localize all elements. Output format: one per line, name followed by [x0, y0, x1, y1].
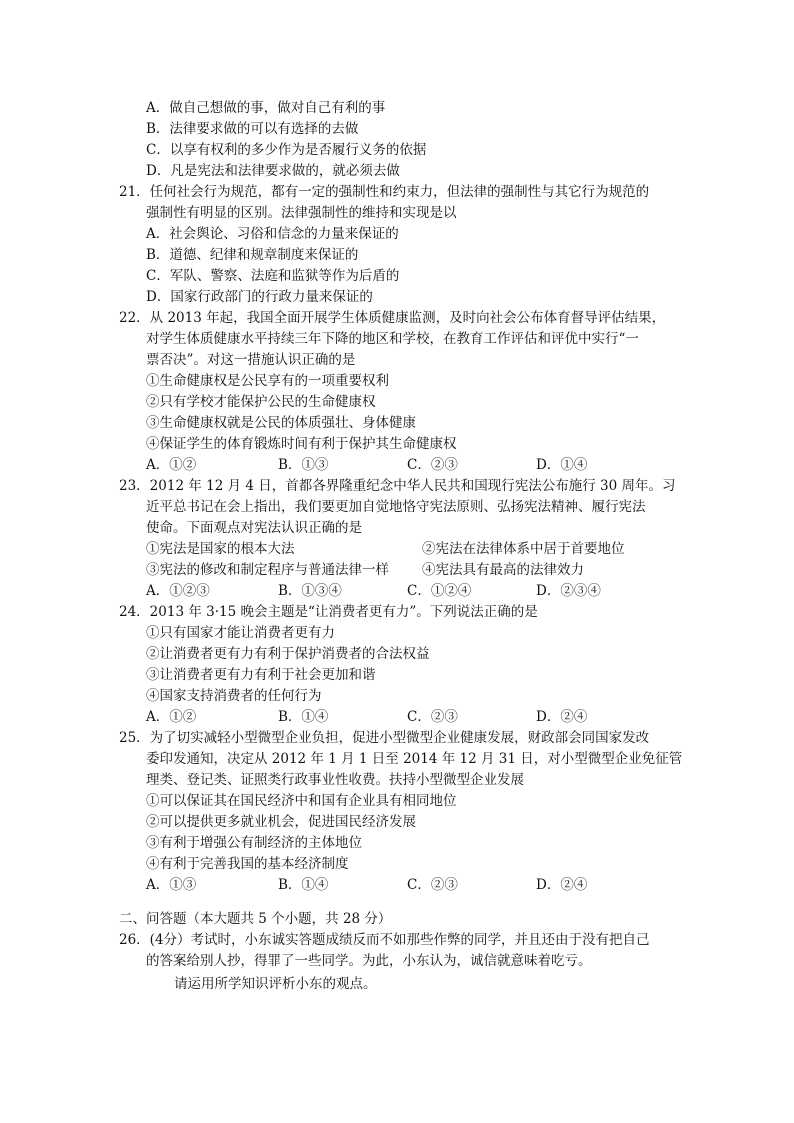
q22-choice-d: D．①④ — [536, 457, 588, 473]
q23-item-1: ①宪法是国家的根本大法 — [146, 541, 295, 557]
q22-item-4: ④保证学生的体育锻炼时间有利于保护其生命健康权 — [146, 436, 457, 452]
q23-item-2: ②宪法在法律体系中居于首要地位 — [422, 541, 625, 557]
q25-item-4: ④有利于完善我国的基本经济制度 — [146, 856, 349, 872]
q22-choice-a: A．①② — [146, 457, 197, 473]
q23-choice-b: B．①③④ — [278, 583, 342, 599]
q23-item-4: ④宪法具有最高的法律效力 — [422, 562, 584, 578]
q23-choice-d: D．②③④ — [536, 583, 601, 599]
q26-prompt: 请运用所学知识评析小东的观点。 — [174, 976, 377, 992]
q25-choice-b: B．①④ — [278, 877, 329, 893]
q22-item-1: ①生命健康权是公民享有的一项重要权利 — [146, 373, 389, 389]
q25-choice-a: A．①③ — [146, 877, 197, 893]
q22-choice-c: C．②③ — [407, 457, 458, 473]
q24-item-4: ④国家支持消费者的任何行为 — [146, 688, 322, 704]
q24-choice-a: A．①② — [146, 709, 197, 725]
q25-item-3: ③有利于增强公有制经济的主体地位 — [146, 835, 362, 851]
q21-stem-line-1: 21．任何社会行为规范，都有一定的强制性和约束力，但法律的强制性与其它行为规范的 — [119, 184, 650, 200]
q20-option-d: D．凡是宪法和法律要求做的，就必须去做 — [146, 163, 400, 179]
q20-option-a: A．做自己想做的事，做对自己有利的事 — [146, 100, 386, 116]
q22-stem-line-3: 票否决”。对这一措施认识正确的是 — [146, 352, 356, 368]
q21-option-b: B．道德、纪律和规章制度来保证的 — [146, 247, 359, 263]
q23-choice-c: C．①②④ — [407, 583, 472, 599]
q22-item-2: ②只有学校才能保护公民的生命健康权 — [146, 394, 376, 410]
q25-stem-line-1: 25．为了切实减轻小型微型企业负担，促进小型微型企业健康发展，财政部会同国家发改 — [119, 730, 650, 746]
q24-item-1: ①只有国家才能让消费者更有力 — [146, 625, 335, 641]
q22-stem-line-2: 对学生体质健康水平持续三年下降的地区和学校，在教育工作评估和评优中实行“一 — [146, 331, 639, 347]
q23-stem-line-2: 近平总书记在会上指出，我们要更加自觉地恪守宪法原则、弘扬宪法精神、履行宪法 — [146, 499, 646, 515]
q23-stem-line-1: 23．2012 年 12 月 4 日，首都各界隆重纪念中华人民共和国现行宪法公布施行 30 周年。习 — [119, 478, 676, 494]
q23-stem-line-3: 使命。下面观点对宪法认识正确的是 — [146, 520, 362, 536]
q25-choice-d: D．②④ — [536, 877, 588, 893]
q21-option-a: A．社会舆论、习俗和信念的力量来保证的 — [146, 226, 399, 242]
q24-choice-d: D．②④ — [536, 709, 588, 725]
q22-stem-line-1: 22．从 2013 年起，我国全面开展学生体质健康监测，及时向社会公布体育督导评估结果， — [119, 310, 666, 326]
q21-option-d: D．国家行政部门的行政力量来保证的 — [146, 289, 373, 305]
q25-stem-line-2: 委印发通知，决定从 2012 年 1 月 1 日至 2014 年 12 月 31 日，对小型微型企业免征管 — [146, 751, 683, 767]
q25-choice-c: C．②③ — [407, 877, 458, 893]
q24-stem-line-1: 24．2013 年 3·15 晚会主题是“让消费者更有力”。下列说法正确的是 — [119, 604, 538, 620]
q26-stem-line-2: 的答案给别人抄，得罪了一些同学。为此，小东认为，诚信就意味着吃亏。 — [146, 953, 592, 969]
q24-item-3: ③让消费者更有力有利于社会更加和谐 — [146, 667, 376, 683]
q22-item-3: ③生命健康权就是公民的体质强壮、身体健康 — [146, 415, 416, 431]
q25-item-2: ②可以提供更多就业机会，促进国民经济发展 — [146, 814, 416, 830]
q25-stem-line-3: 理类、登记类、证照类行政事业性收费。扶持小型微型企业发展 — [146, 772, 524, 788]
q24-item-2: ②让消费者更有力有利于保护消费者的合法权益 — [146, 646, 430, 662]
q20-option-c: C．以享有权利的多少作为是否履行义务的依据 — [146, 142, 427, 158]
q20-option-b: B．法律要求做的可以有选择的去做 — [146, 121, 359, 137]
q25-item-1: ①可以保证其在国民经济中和国有企业具有相同地位 — [146, 793, 457, 809]
q22-choice-b: B．①③ — [278, 457, 329, 473]
q23-choice-a: A．①②③ — [146, 583, 210, 599]
q21-stem-line-2: 强制性有明显的区别。法律强制性的维持和实现是以 — [146, 205, 457, 221]
q24-choice-b: B．①④ — [278, 709, 329, 725]
q24-choice-c: C．②③ — [407, 709, 458, 725]
q21-option-c: C．军队、警察、法庭和监狱等作为后盾的 — [146, 268, 400, 284]
q26-stem-line-1: 26．(4分）考试时，小东诚实答题成绩反而不如那些作弊的同学，并且还由于没有把自己 — [119, 932, 650, 948]
q23-item-3: ③宪法的修改和制定程序与普通法律一样 — [146, 562, 389, 578]
section-2-heading: 二、问答题（本大题共 5 个小题，共 28 分） — [119, 911, 392, 927]
